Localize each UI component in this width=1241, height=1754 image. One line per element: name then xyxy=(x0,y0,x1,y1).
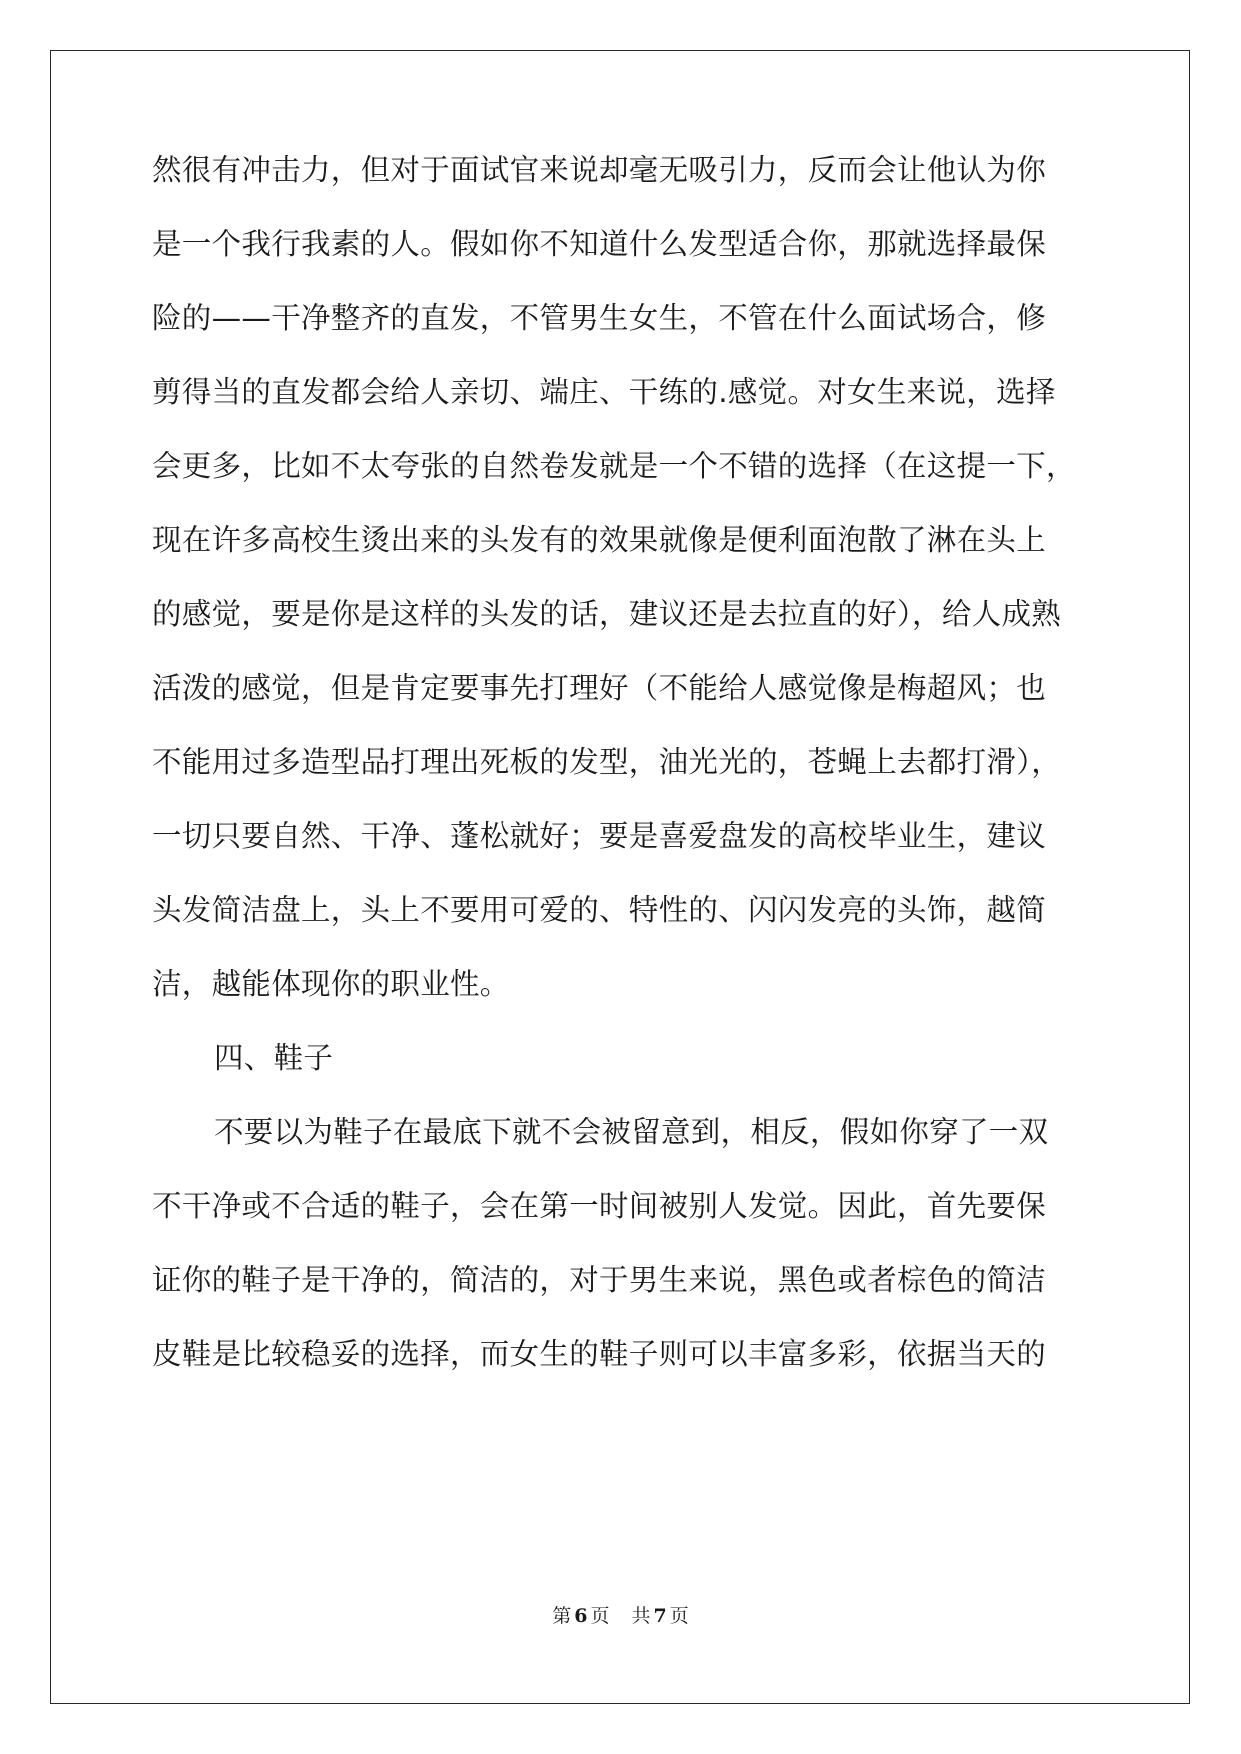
text-line: 不要以为鞋子在最底下就不会被留意到，相反，假如你穿了一双 xyxy=(214,1115,1049,1149)
text-line: 证你的鞋子是干净的，简洁的，对于男生来说，黑色或者棕色的简洁 xyxy=(152,1263,1047,1297)
text-line: 现在许多高校生烫出来的头发有的效果就像是便利面泡散了淋在头上 xyxy=(152,523,1047,557)
page-unit: 页 xyxy=(590,1605,610,1627)
text-line: 是一个我行我素的人。假如你不知道什么发型适合你，那就选择最保 xyxy=(152,227,1047,261)
page-footer xyxy=(0,1604,1241,1628)
section-heading: 四、鞋子 xyxy=(214,1041,334,1075)
text-line: 一切只要自然、干净、蓬松就好；要是喜爱盘发的高校毕业生，建议 xyxy=(152,819,1047,853)
page-prefix: 第 xyxy=(552,1605,572,1627)
text-line: 的感觉，要是你是这样的头发的话，建议还是去拉直的好），给人成熟 xyxy=(152,597,1062,631)
total-unit: 页 xyxy=(669,1605,689,1627)
total-page-number: 7 xyxy=(653,1605,667,1627)
text-line: 头发简洁盘上，头上不要用可爱的、特性的、闪闪发亮的头饰，越简 xyxy=(152,893,1047,927)
text-line: 洁，越能体现你的职业性。 xyxy=(152,967,510,1001)
text-line: 不干净或不合适的鞋子，会在第一时间被别人发觉。因此，首先要保 xyxy=(152,1189,1047,1223)
text-line: 皮鞋是比较稳妥的选择，而女生的鞋子则可以丰富多彩，依据当天的 xyxy=(152,1337,1047,1371)
text-line: 活泼的感觉，但是肯定要事先打理好（不能给人感觉像是梅超风；也 xyxy=(152,671,1047,705)
total-prefix: 共 xyxy=(631,1605,651,1627)
text-line: 险的——干净整齐的直发，不管男生女生，不管在什么面试场合，修 xyxy=(152,301,1046,335)
text-line: 然很有冲击力，但对于面试官来说却毫无吸引力，反而会让他认为你 xyxy=(152,153,1047,187)
text-line: 剪得当的直发都会给人亲切、端庄、干练的.感觉。对女生来说，选择 xyxy=(152,375,1056,409)
text-line: 会更多，比如不太夸张的自然卷发就是一个不错的选择（在这提一下， xyxy=(152,449,1076,483)
text-line: 不能用过多造型品打理出死板的发型，油光光的，苍蝇上去都打滑）， xyxy=(152,745,1062,779)
current-page-number: 6 xyxy=(574,1605,588,1627)
